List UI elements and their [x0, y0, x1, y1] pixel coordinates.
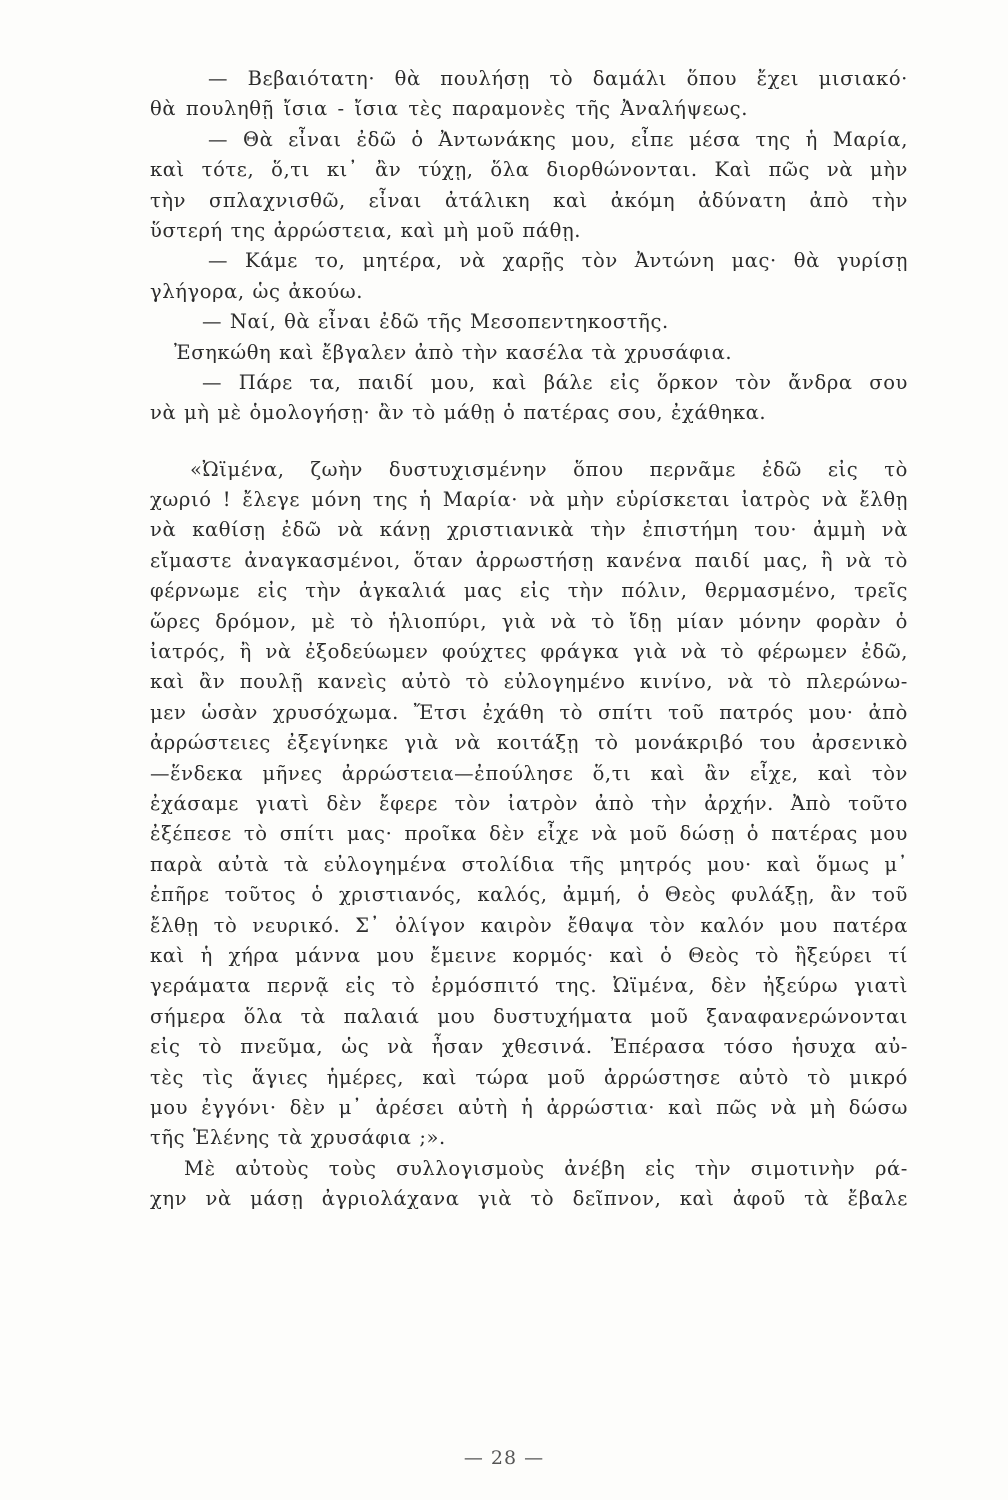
text-line: ὥρες δρόμον, μὲ τὸ ἡλιοπύρι, γιὰ νὰ τὸ ἴδῃ μίαν μόνην φορὰν ὁ	[150, 609, 908, 633]
text-line: —ἕνδεκα μῆνες ἀρρώστεια—ἐπούλησε ὅ,τι καὶ ἂν εἶχε, καὶ τὸν	[150, 761, 908, 785]
text-line: σήμερα ὅλα τὰ παλαιά μου δυστυχήματα μοῦ ξαναφανερώνονται	[150, 1004, 908, 1028]
text-line: χην νὰ μάσῃ ἀγριολάχανα γιὰ τὸ δεῖπνον, καὶ ἀφοῦ τὰ ἔβαλε	[150, 1187, 908, 1211]
text-line: νὰ καθίσῃ ἐδῶ νὰ κάνῃ χριστιανικὰ τὴν ἐπιστήμη του· ἀμμὴ νὰ	[150, 518, 908, 542]
text-line: τῆς Ἑλένης τὰ χρυσάφια ;».	[150, 1126, 446, 1150]
text-line: — Ναί, θὰ εἶναι ἐδῶ τῆς Μεσοπεντηκοστῆς.	[202, 310, 669, 334]
text-line: φέρνωμε εἰς τὴν ἀγκαλιά μας εἰς τὴν πόλιν, θερμασμένο, τρεῖς	[150, 579, 908, 603]
text-line: θὰ πουληθῇ ἴσια - ἴσια τὲς παραμονὲς τῆς Ἀναλήψεως.	[150, 97, 748, 121]
text-line: χωριό ! ἔλεγε μόνη της ἡ Μαρία· νὰ μὴν εὑρίσκεται ἰατρὸς νὰ ἔλθῃ	[150, 488, 908, 512]
text-line: Ἐσηκώθη καὶ ἔβγαλεν ἀπὸ τὴν κασέλα τὰ χρυσάφια.	[174, 340, 733, 364]
text-line: — Πάρε τα, παιδί μου, καὶ βάλε εἰς ὅρκον τὸν ἄνδρα σου	[202, 370, 908, 394]
text-line: «Ὠϊμένα, ζωὴν δυστυχισμένην ὅπου περνᾶμε ἐδῶ εἰς τὸ	[190, 457, 908, 481]
text-line: — Θὰ εἶναι ἐδῶ ὁ Ἀντωνάκης μου, εἶπε μέσα της ἡ Μαρία,	[208, 127, 908, 151]
text-line: ἀρρώστειες ἐξεγίνηκε γιὰ νὰ κοιτάξῃ τὸ μονάκριβό του ἀρσενικὸ	[150, 731, 908, 755]
text-line: καὶ τότε, ὅ,τι κι᾽ ἂν τύχῃ, ὅλα διορθώνονται. Καὶ πῶς νὰ μὴν	[150, 158, 908, 182]
text-line: ἔλθῃ τὸ νευρικό. Σ᾽ ὀλίγον καιρὸν ἔθαψα τὸν καλόν μου πατέρα	[150, 913, 908, 937]
text-line: ἰατρός, ἢ νὰ ἐξοδεύωμεν φούχτες φράγκα γιὰ νὰ τὸ φέρωμεν ἐδῶ,	[150, 640, 908, 664]
paragraph-gap	[150, 429, 908, 455]
text-line: καὶ ἂν πουλῇ κανεὶς αὐτὸ τὸ εὐλογημένο κινίνο, νὰ τὸ πλερώνω-	[150, 670, 908, 694]
text-line: ἐξέπεσε τὸ σπίτι μας· προῖκα δὲν εἶχε νὰ μοῦ δώσῃ ὁ πατέρας μου	[150, 822, 908, 846]
text-line: γλήγορα, ὡς ἀκούω.	[150, 279, 363, 303]
book-page	[150, 64, 908, 1214]
text-line: καὶ ἡ χήρα μάννα μου ἔμεινε κορμός· καὶ ὁ Θεὸς τὸ ἢξεύρει τί	[150, 943, 908, 967]
text-line: γεράματα περνᾷ εἰς τὸ ἐρμόσπιτό της. Ὠϊμένα, δὲν ἠξεύρω γιατὶ	[150, 974, 908, 998]
text-line: ἐχάσαμε γιατὶ δὲν ἔφερε τὸν ἰατρὸν ἀπὸ τὴν ἀρχήν. Ἀπὸ τοῦτο	[150, 791, 908, 815]
text-line: εἰς τὸ πνεῦμα, ὡς νὰ ἦσαν χθεσινά. Ἐπέρασα τόσο ἡσυχα αὐ-	[150, 1035, 908, 1059]
text-line: τὲς τὶς ἅγιες ἡμέρες, καὶ τώρα μοῦ ἀρρώστησε αὐτὸ τὸ μικρό	[150, 1065, 908, 1089]
text-line: τὴν σπλαχνισθῶ, εἶναι ἀτάλικη καὶ ἀκόμη ἀδύνατη ἀπὸ τὴν	[150, 188, 908, 212]
text-line: ὕστερή της ἀρρώστεια, καὶ μὴ μοῦ πάθῃ.	[150, 218, 582, 242]
text-line: νὰ μὴ μὲ ὁμολογήσῃ· ἂν τὸ μάθῃ ὁ πατέρας σου, ἐχάθηκα.	[150, 401, 767, 425]
text-line: μου ἐγγόνι· δὲν μ᾽ ἀρέσει αὐτὴ ἡ ἀρρώστια· καὶ πῶς νὰ μὴ δώσω	[150, 1095, 908, 1119]
dialogue-block	[150, 64, 908, 429]
text-line: μεν ὡσὰν χρυσόχωμα. Ἔτσι ἐχάθη τὸ σπίτι τοῦ πατρός μου· ἀπὸ	[150, 700, 908, 724]
text-line: Μὲ αὐτοὺς τοὺς συλλογισμοὺς ἀνέβη εἰς τὴν σιμοτινὴν ρά-	[184, 1156, 908, 1180]
text-line: ἐπῆρε τοῦτος ὁ χριστιανός, καλός, ἀμμή, ὁ Θεὸς φυλάξῃ, ἂν τοῦ	[150, 883, 908, 907]
text-line: παρὰ αὐτὰ τὰ εὐλογημένα στολίδια τῆς μητρός μου· καὶ ὅμως μ᾽	[150, 852, 908, 876]
narrative-block	[150, 455, 908, 1215]
text-line: — Κάμε το, μητέρα, νὰ χαρῇς τὸν Ἀντώνη μας· θὰ γυρίσῃ	[208, 249, 908, 273]
page-number: — 28 —	[463, 1447, 545, 1469]
text-line: εἴμαστε ἀναγκασμένοι, ὅταν ἀρρωστήσῃ κανένα παιδί μας, ἢ νὰ τὸ	[150, 548, 908, 572]
text-line: — Βεβαιότατη· θὰ πουλήσῃ τὸ δαμάλι ὅπου ἔχει μισιακό·	[208, 67, 908, 90]
